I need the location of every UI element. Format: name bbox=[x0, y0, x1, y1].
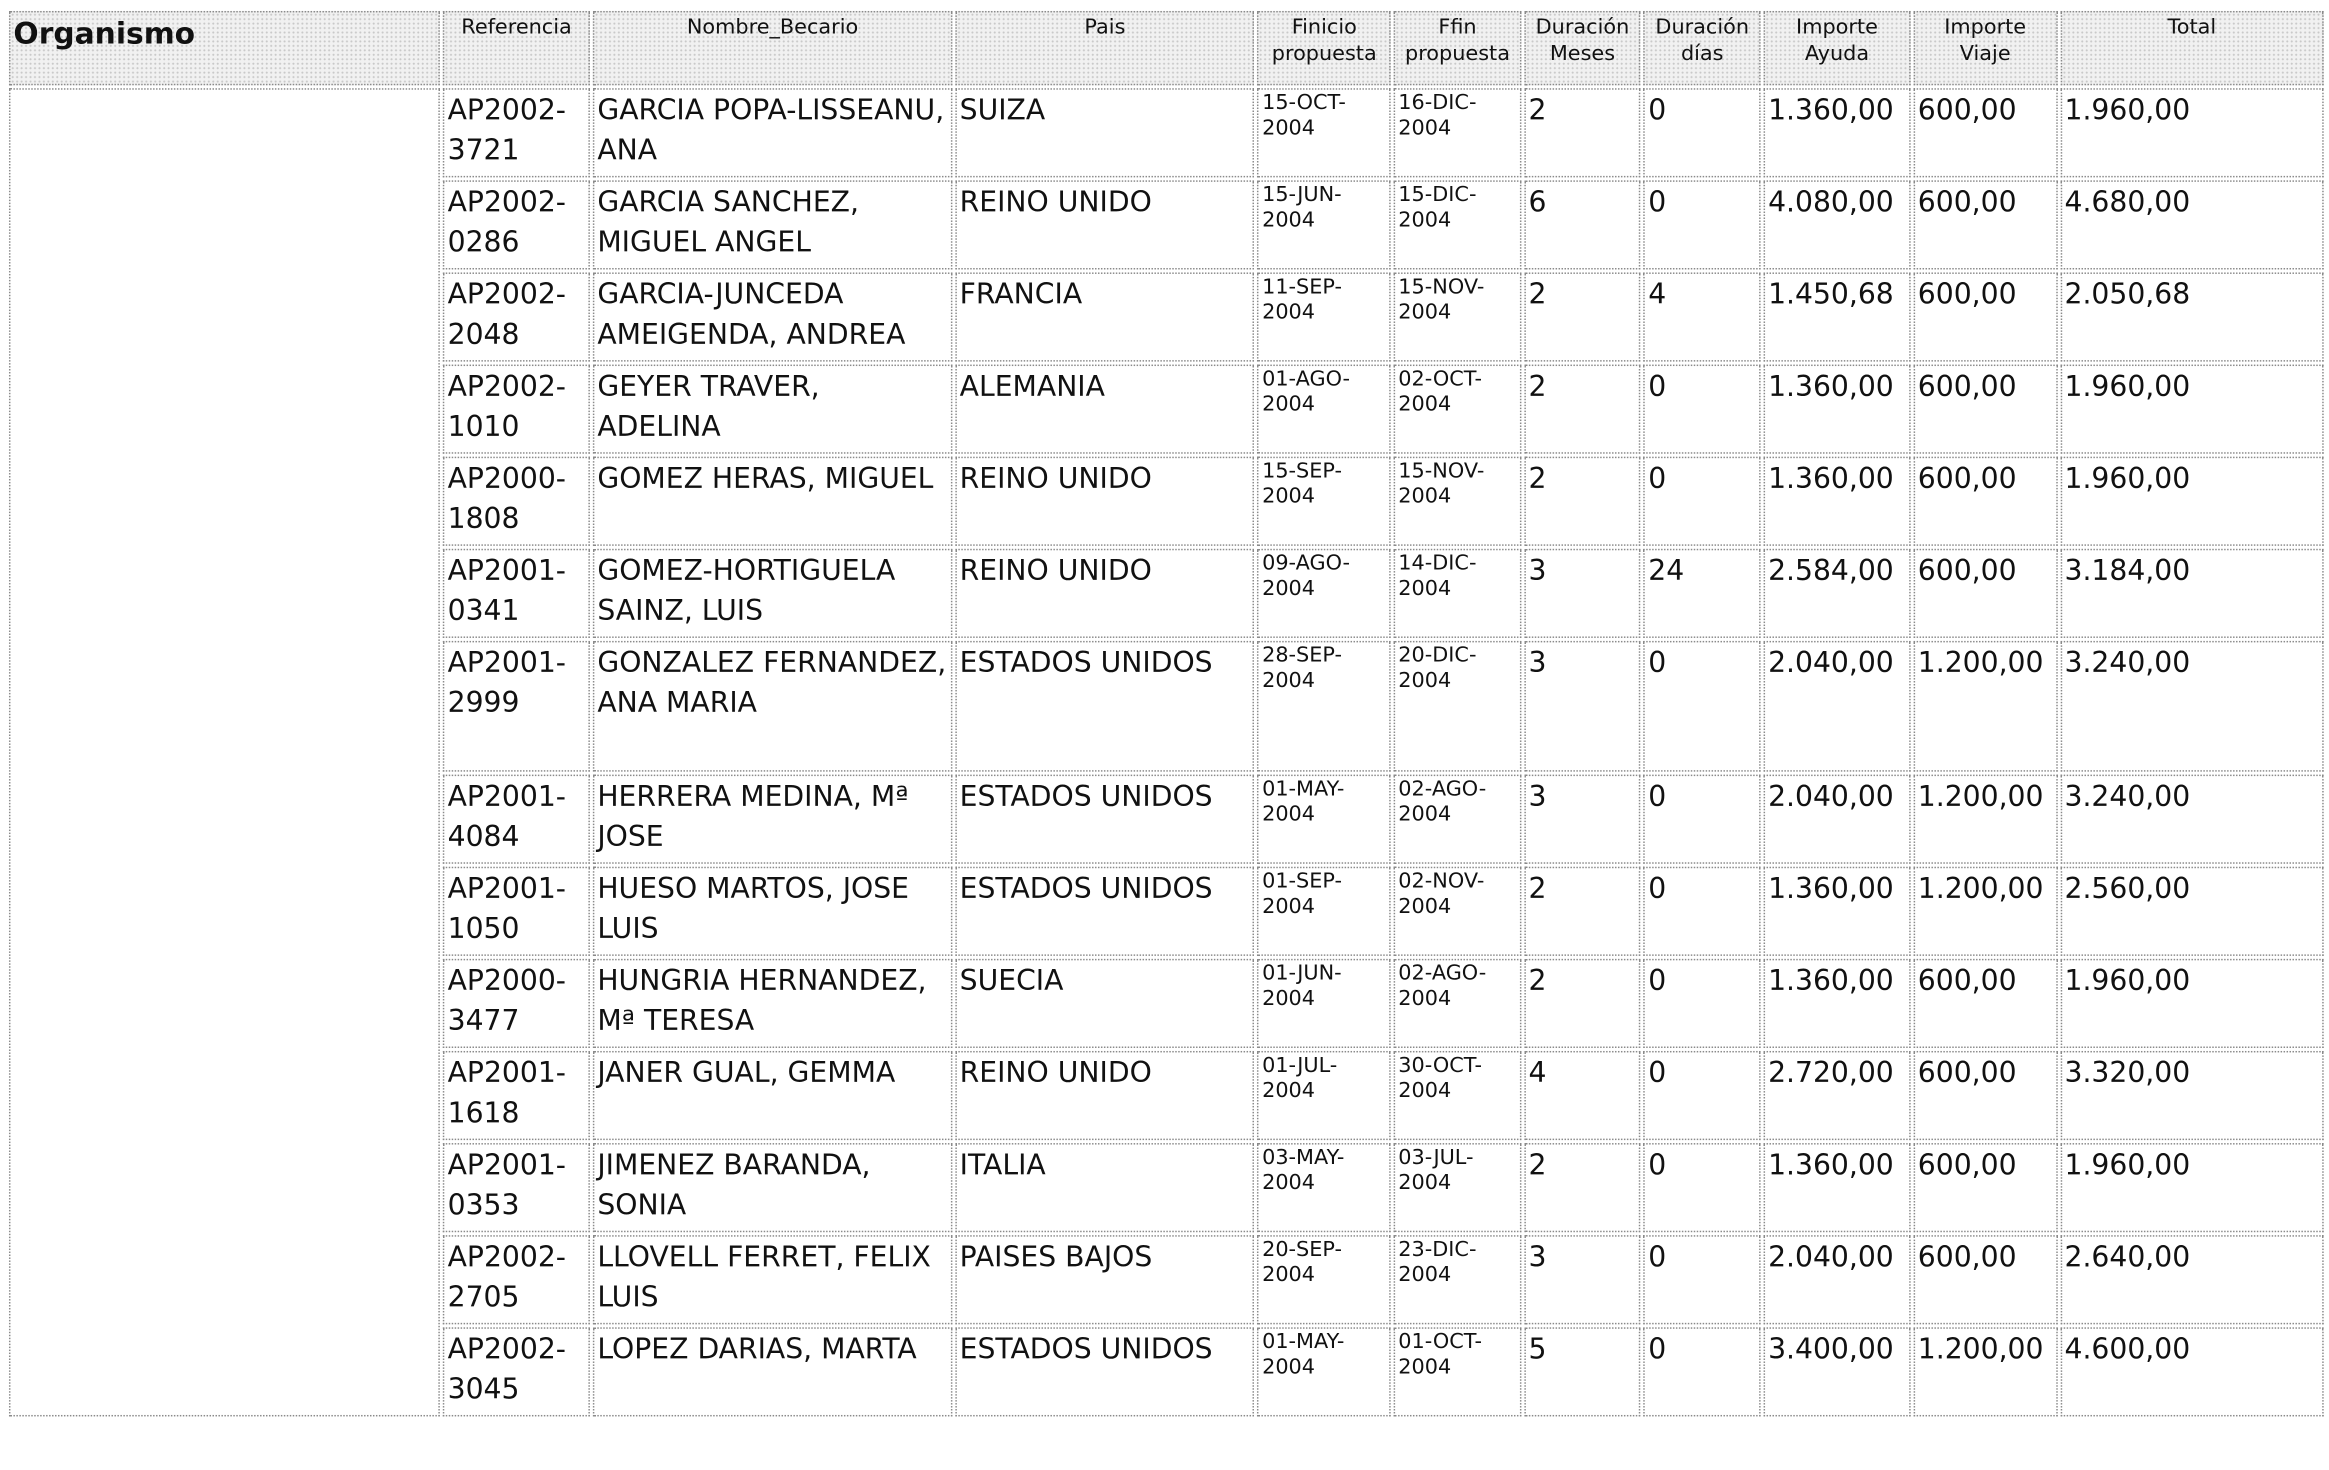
importe-ayuda-cell: 1.360,00 bbox=[1764, 365, 1911, 454]
ffin-cell: 02-OCT-2004 bbox=[1394, 365, 1521, 454]
importe-viaje-cell: 600,00 bbox=[1913, 1051, 2057, 1140]
referencia-cell: AP2002-3721 bbox=[443, 88, 590, 177]
finicio-cell: 01-SEP-2004 bbox=[1258, 867, 1391, 956]
table-body bbox=[9, 88, 2324, 1416]
referencia-cell: AP2000-1808 bbox=[443, 457, 590, 546]
meses-cell: 3 bbox=[1524, 549, 1641, 638]
total-cell: 1.960,00 bbox=[2060, 365, 2324, 454]
grants-table bbox=[6, 8, 2327, 1419]
organismo-cell bbox=[9, 88, 440, 1416]
importe-viaje-cell: 600,00 bbox=[1913, 549, 2057, 638]
meses-cell: 4 bbox=[1524, 1051, 1641, 1140]
dias-cell: 0 bbox=[1644, 1051, 1761, 1140]
referencia-cell: AP2002-1010 bbox=[443, 365, 590, 454]
referencia-cell: AP2001-0341 bbox=[443, 549, 590, 638]
nombre-cell: HUESO MARTOS, JOSE LUIS bbox=[593, 867, 952, 956]
dias-cell: 24 bbox=[1644, 549, 1761, 638]
table-row bbox=[9, 88, 2324, 177]
dias-cell: 0 bbox=[1644, 365, 1761, 454]
finicio-cell: 03-MAY-2004 bbox=[1258, 1143, 1391, 1232]
referencia-cell: AP2001-0353 bbox=[443, 1143, 590, 1232]
total-cell: 4.600,00 bbox=[2060, 1327, 2324, 1416]
meses-cell: 2 bbox=[1524, 1143, 1641, 1232]
total-cell: 2.050,68 bbox=[2060, 272, 2324, 361]
nombre-cell: GARCIA-JUNCEDA AMEIGENDA, ANDREA bbox=[593, 272, 952, 361]
finicio-cell: 20-SEP-2004 bbox=[1258, 1235, 1391, 1324]
total-cell: 3.320,00 bbox=[2060, 1051, 2324, 1140]
importe-viaje-cell: 600,00 bbox=[1913, 959, 2057, 1048]
importe-viaje-cell: 1.200,00 bbox=[1913, 641, 2057, 772]
ffin-cell: 03-JUL-2004 bbox=[1394, 1143, 1521, 1232]
importe-viaje-cell: 600,00 bbox=[1913, 180, 2057, 269]
pais-cell: ESTADOS UNIDOS bbox=[955, 1327, 1254, 1416]
meses-cell: 3 bbox=[1524, 641, 1641, 772]
meses-cell: 6 bbox=[1524, 180, 1641, 269]
dias-cell: 0 bbox=[1644, 641, 1761, 772]
referencia-cell: AP2002-2048 bbox=[443, 272, 590, 361]
importe-viaje-cell: 600,00 bbox=[1913, 457, 2057, 546]
dias-cell: 0 bbox=[1644, 88, 1761, 177]
ffin-cell: 15-NOV-2004 bbox=[1394, 272, 1521, 361]
importe-ayuda-cell: 1.360,00 bbox=[1764, 959, 1911, 1048]
pais-cell: FRANCIA bbox=[955, 272, 1254, 361]
ffin-cell: 16-DIC-2004 bbox=[1394, 88, 1521, 177]
finicio-cell: 15-JUN-2004 bbox=[1258, 180, 1391, 269]
ffin-cell: 14-DIC-2004 bbox=[1394, 549, 1521, 638]
finicio-cell: 15-OCT-2004 bbox=[1258, 88, 1391, 177]
pais-cell: ESTADOS UNIDOS bbox=[955, 867, 1254, 956]
referencia-cell: AP2001-1618 bbox=[443, 1051, 590, 1140]
col-importe-viaje: Importe Viaje bbox=[1913, 11, 2057, 85]
nombre-cell: GONZALEZ FERNANDEZ, ANA MARIA bbox=[593, 641, 952, 772]
ffin-cell: 02-AGO-2004 bbox=[1394, 959, 1521, 1048]
importe-ayuda-cell: 1.360,00 bbox=[1764, 88, 1911, 177]
importe-viaje-cell: 1.200,00 bbox=[1913, 775, 2057, 864]
col-ffin: Ffin propuesta bbox=[1394, 11, 1521, 85]
dias-cell: 0 bbox=[1644, 959, 1761, 1048]
finicio-cell: 09-AGO-2004 bbox=[1258, 549, 1391, 638]
finicio-cell: 11-SEP-2004 bbox=[1258, 272, 1391, 361]
meses-cell: 2 bbox=[1524, 959, 1641, 1048]
nombre-cell: GEYER TRAVER, ADELINA bbox=[593, 365, 952, 454]
importe-viaje-cell: 600,00 bbox=[1913, 1235, 2057, 1324]
pais-cell: REINO UNIDO bbox=[955, 457, 1254, 546]
meses-cell: 5 bbox=[1524, 1327, 1641, 1416]
total-cell: 3.184,00 bbox=[2060, 549, 2324, 638]
nombre-cell: HERRERA MEDINA, Mª JOSE bbox=[593, 775, 952, 864]
nombre-cell: GOMEZ-HORTIGUELA SAINZ, LUIS bbox=[593, 549, 952, 638]
dias-cell: 0 bbox=[1644, 867, 1761, 956]
referencia-cell: AP2001-2999 bbox=[443, 641, 590, 772]
col-referencia: Referencia bbox=[443, 11, 590, 85]
importe-ayuda-cell: 2.040,00 bbox=[1764, 775, 1911, 864]
col-finicio: Finicio propuesta bbox=[1258, 11, 1391, 85]
importe-ayuda-cell: 1.450,68 bbox=[1764, 272, 1911, 361]
pais-cell: REINO UNIDO bbox=[955, 180, 1254, 269]
total-cell: 3.240,00 bbox=[2060, 775, 2324, 864]
ffin-cell: 02-AGO-2004 bbox=[1394, 775, 1521, 864]
nombre-cell: LOPEZ DARIAS, MARTA bbox=[593, 1327, 952, 1416]
total-cell: 1.960,00 bbox=[2060, 1143, 2324, 1232]
importe-ayuda-cell: 2.040,00 bbox=[1764, 1235, 1911, 1324]
col-pais: Pais bbox=[955, 11, 1254, 85]
col-organismo: Organismo bbox=[9, 11, 440, 85]
referencia-cell: AP2002-3045 bbox=[443, 1327, 590, 1416]
col-duracion-meses: Duración Meses bbox=[1524, 11, 1641, 85]
ffin-cell: 20-DIC-2004 bbox=[1394, 641, 1521, 772]
header-row bbox=[9, 11, 2324, 85]
importe-viaje-cell: 600,00 bbox=[1913, 272, 2057, 361]
pais-cell: ALEMANIA bbox=[955, 365, 1254, 454]
finicio-cell: 15-SEP-2004 bbox=[1258, 457, 1391, 546]
dias-cell: 0 bbox=[1644, 1143, 1761, 1232]
finicio-cell: 01-MAY-2004 bbox=[1258, 1327, 1391, 1416]
pais-cell: SUIZA bbox=[955, 88, 1254, 177]
nombre-cell: HUNGRIA HERNANDEZ, Mª TERESA bbox=[593, 959, 952, 1048]
dias-cell: 0 bbox=[1644, 1235, 1761, 1324]
dias-cell: 0 bbox=[1644, 1327, 1761, 1416]
meses-cell: 3 bbox=[1524, 775, 1641, 864]
meses-cell: 2 bbox=[1524, 867, 1641, 956]
nombre-cell: JANER GUAL, GEMMA bbox=[593, 1051, 952, 1140]
importe-ayuda-cell: 2.720,00 bbox=[1764, 1051, 1911, 1140]
nombre-cell: GARCIA POPA-LISSEANU, ANA bbox=[593, 88, 952, 177]
grants-table-page bbox=[6, 8, 2329, 1470]
ffin-cell: 02-NOV-2004 bbox=[1394, 867, 1521, 956]
meses-cell: 3 bbox=[1524, 1235, 1641, 1324]
pais-cell: SUECIA bbox=[955, 959, 1254, 1048]
ffin-cell: 15-DIC-2004 bbox=[1394, 180, 1521, 269]
importe-viaje-cell: 600,00 bbox=[1913, 1143, 2057, 1232]
dias-cell: 0 bbox=[1644, 180, 1761, 269]
importe-ayuda-cell: 1.360,00 bbox=[1764, 867, 1911, 956]
col-total: Total bbox=[2060, 11, 2324, 85]
ffin-cell: 23-DIC-2004 bbox=[1394, 1235, 1521, 1324]
col-importe-ayuda: Importe Ayuda bbox=[1764, 11, 1911, 85]
ffin-cell: 15-NOV-2004 bbox=[1394, 457, 1521, 546]
dias-cell: 4 bbox=[1644, 272, 1761, 361]
col-nombre-becario: Nombre_Becario bbox=[593, 11, 952, 85]
total-cell: 2.560,00 bbox=[2060, 867, 2324, 956]
importe-viaje-cell: 600,00 bbox=[1913, 88, 2057, 177]
referencia-cell: AP2000-3477 bbox=[443, 959, 590, 1048]
meses-cell: 2 bbox=[1524, 272, 1641, 361]
nombre-cell: LLOVELL FERRET, FELIX LUIS bbox=[593, 1235, 952, 1324]
importe-ayuda-cell: 1.360,00 bbox=[1764, 1143, 1911, 1232]
referencia-cell: AP2001-1050 bbox=[443, 867, 590, 956]
dias-cell: 0 bbox=[1644, 457, 1761, 546]
finicio-cell: 01-JUN-2004 bbox=[1258, 959, 1391, 1048]
pais-cell: ITALIA bbox=[955, 1143, 1254, 1232]
importe-ayuda-cell: 1.360,00 bbox=[1764, 457, 1911, 546]
total-cell: 4.680,00 bbox=[2060, 180, 2324, 269]
pais-cell: ESTADOS UNIDOS bbox=[955, 641, 1254, 772]
pais-cell: REINO UNIDO bbox=[955, 1051, 1254, 1140]
meses-cell: 2 bbox=[1524, 365, 1641, 454]
importe-ayuda-cell: 2.584,00 bbox=[1764, 549, 1911, 638]
col-duracion-dias: Duración días bbox=[1644, 11, 1761, 85]
finicio-cell: 28-SEP-2004 bbox=[1258, 641, 1391, 772]
pais-cell: ESTADOS UNIDOS bbox=[955, 775, 1254, 864]
pais-cell: PAISES BAJOS bbox=[955, 1235, 1254, 1324]
ffin-cell: 01-OCT-2004 bbox=[1394, 1327, 1521, 1416]
importe-ayuda-cell: 2.040,00 bbox=[1764, 641, 1911, 772]
nombre-cell: JIMENEZ BARANDA, SONIA bbox=[593, 1143, 952, 1232]
referencia-cell: AP2002-0286 bbox=[443, 180, 590, 269]
finicio-cell: 01-AGO-2004 bbox=[1258, 365, 1391, 454]
pais-cell: REINO UNIDO bbox=[955, 549, 1254, 638]
nombre-cell: GOMEZ HERAS, MIGUEL bbox=[593, 457, 952, 546]
importe-viaje-cell: 600,00 bbox=[1913, 365, 2057, 454]
total-cell: 1.960,00 bbox=[2060, 88, 2324, 177]
meses-cell: 2 bbox=[1524, 457, 1641, 546]
importe-viaje-cell: 1.200,00 bbox=[1913, 1327, 2057, 1416]
total-cell: 1.960,00 bbox=[2060, 457, 2324, 546]
total-cell: 1.960,00 bbox=[2060, 959, 2324, 1048]
importe-viaje-cell: 1.200,00 bbox=[1913, 867, 2057, 956]
importe-ayuda-cell: 3.400,00 bbox=[1764, 1327, 1911, 1416]
total-cell: 3.240,00 bbox=[2060, 641, 2324, 772]
dias-cell: 0 bbox=[1644, 775, 1761, 864]
ffin-cell: 30-OCT-2004 bbox=[1394, 1051, 1521, 1140]
importe-ayuda-cell: 4.080,00 bbox=[1764, 180, 1911, 269]
nombre-cell: GARCIA SANCHEZ, MIGUEL ANGEL bbox=[593, 180, 952, 269]
referencia-cell: AP2002-2705 bbox=[443, 1235, 590, 1324]
referencia-cell: AP2001-4084 bbox=[443, 775, 590, 864]
finicio-cell: 01-JUL-2004 bbox=[1258, 1051, 1391, 1140]
total-cell: 2.640,00 bbox=[2060, 1235, 2324, 1324]
finicio-cell: 01-MAY-2004 bbox=[1258, 775, 1391, 864]
meses-cell: 2 bbox=[1524, 88, 1641, 177]
